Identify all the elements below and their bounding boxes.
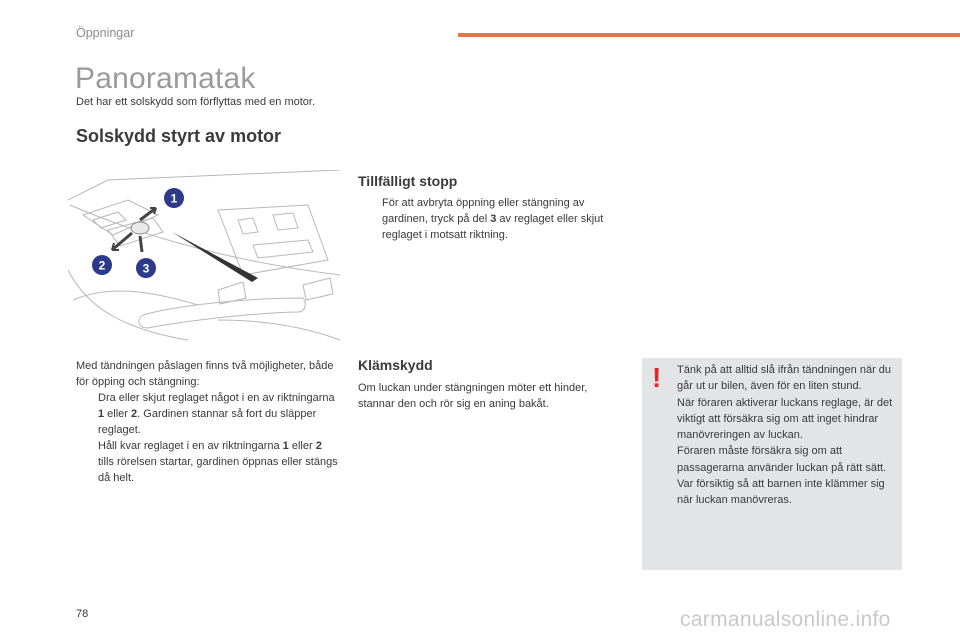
callout-3	[136, 258, 156, 278]
section-heading: Solskydd styrt av motor	[76, 126, 282, 146]
list-item: Håll kvar reglaget i en av riktningarna 1 eller 2 tills rörelsen startar, gardinen öppnas eller stängs då helt.	[98, 440, 338, 484]
left-bullet-list	[76, 390, 338, 486]
svg-text:3: 3	[142, 261, 150, 276]
list-item: Dra eller skjut reglaget något i en av riktningarna 1 eller 2. Gardinen stannar så fort du släpper reglaget.	[98, 392, 335, 436]
watermark: carmanualsonline.info	[680, 608, 891, 631]
svg-text:1: 1	[170, 191, 178, 206]
intro-text: Det har ett solskydd som förflyttas med en motor.	[76, 96, 316, 108]
roof-control-illustration	[68, 170, 340, 345]
header-accent-bar	[458, 33, 960, 37]
page-number: 78	[76, 608, 89, 620]
pinch-protection-heading: Klämskydd	[358, 357, 433, 373]
callout-1	[164, 188, 184, 208]
temporary-stop-list	[360, 195, 610, 243]
page-title: Panoramatak	[75, 62, 256, 95]
temporary-stop-heading: Tillfälligt stopp	[358, 173, 458, 189]
left-paragraph: Med tändningen påslagen finns två möjligheter, både för öpping och stängning:	[76, 360, 334, 388]
exclamation-icon: !	[652, 362, 662, 393]
warning-text: Tänk på att alltid slå ifrån tändningen när du går ut ur bilen, även för en liten stund. När föraren aktiverar luckans reglage, är det viktigt att försäkra sig om att inget hindrar manövreringen av luckan. Föraren måste försäkra sig om att passagerarna använder luckan på rätt sätt. Var försiktig så att barnen inte klämmer sig när luckan manövreras.	[677, 364, 893, 507]
pinch-protection-text: Om luckan under stängningen möter ett hinder, stannar den och rör sig en aning bakåt.	[358, 382, 588, 410]
warning-box	[642, 358, 902, 570]
section-label: Öppningar	[76, 26, 135, 40]
callout-2	[92, 255, 112, 275]
list-item: För att avbryta öppning eller stängning av gardinen, tryck på del 3 av reglaget eller skjut reglaget i motsatt riktning.	[382, 197, 604, 241]
svg-text:2: 2	[98, 258, 106, 273]
